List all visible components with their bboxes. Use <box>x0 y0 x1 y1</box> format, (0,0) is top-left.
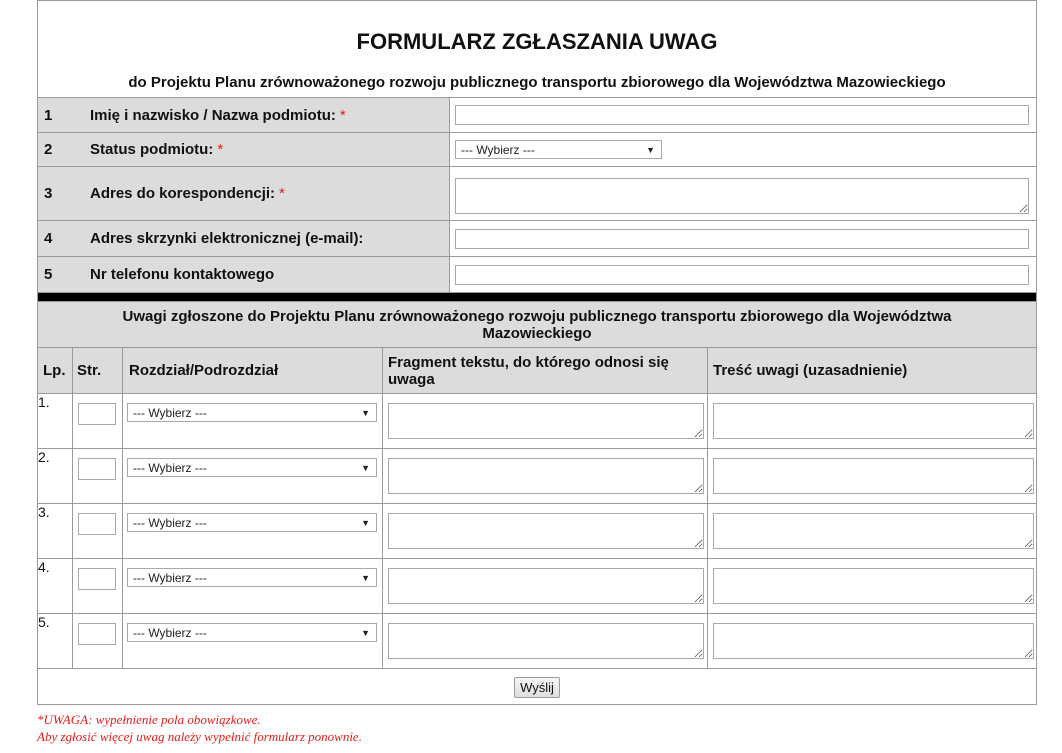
col-header-fragment-text: Fragment tekstu, do którego odnosi się uwaga <box>388 353 669 388</box>
content-textarea[interactable] <box>713 403 1034 439</box>
field-label-status <box>38 133 450 167</box>
col-header-content: Treść uwagi (uzasadnienie) <box>708 348 1037 394</box>
field-label-text: Status podmiotu: <box>90 141 214 158</box>
chapter-select[interactable] <box>127 623 377 642</box>
row-number: 1. <box>38 394 73 449</box>
comments-section-title: Uwagi zgłoszone do Projektu Planu zrównoważonego rozwoju publicznego transportu zbiorowego dla Województwa Mazowieckiego <box>122 307 952 342</box>
dropdown-arrow-icon: ▼ <box>361 517 370 528</box>
page-title: FORMULARZ ZGŁASZANIA UWAG <box>356 29 718 54</box>
table-row <box>38 504 1037 559</box>
fragment-textarea[interactable] <box>388 403 704 439</box>
table-row <box>38 449 1037 504</box>
field-label-text: Adres skrzynki elektronicznej (e-mail): <box>90 230 364 247</box>
chapter-select[interactable] <box>127 568 377 587</box>
field-number: 5 <box>44 266 53 283</box>
section-divider <box>38 293 1037 302</box>
dropdown-arrow-icon: ▼ <box>361 572 370 583</box>
field-label-text: Nr telefonu kontaktowego <box>90 266 275 283</box>
field-label-phone <box>38 257 450 293</box>
table-row <box>38 394 1037 449</box>
field-label-email <box>38 221 450 257</box>
address-textarea[interactable] <box>455 178 1029 214</box>
content-textarea[interactable] <box>713 513 1034 549</box>
comment-form <box>37 0 1036 705</box>
dropdown-arrow-icon: ▼ <box>361 407 370 418</box>
required-marker: * <box>339 106 346 124</box>
fragment-textarea[interactable] <box>388 458 704 494</box>
select-value: --- Wybierz --- <box>133 515 207 530</box>
select-value: --- Wybierz --- <box>133 460 207 475</box>
required-marker: * <box>217 141 224 158</box>
chapter-select[interactable] <box>127 513 377 532</box>
field-label-text: Imię i nazwisko / Nazwa podmiotu: <box>90 106 336 124</box>
row-number: 5. <box>38 614 73 669</box>
field-label-address <box>38 167 450 221</box>
field-label-text: Adres do korespondencji: <box>90 185 276 202</box>
row-number: 2. <box>38 449 73 504</box>
select-value: --- Wybierz --- <box>133 570 207 585</box>
field-number: 3 <box>44 185 53 202</box>
page-subtitle: do Projektu Planu zrównoważonego rozwoju publicznego transportu zbiorowego dla Województwa Mazowieckiego <box>128 74 946 91</box>
table-row <box>38 614 1037 669</box>
content-textarea[interactable] <box>713 568 1034 604</box>
phone-input[interactable] <box>455 265 1029 285</box>
page-input[interactable] <box>78 513 116 535</box>
form-notes <box>37 711 362 745</box>
more-comments-note: Aby zgłosić więcej uwag należy wypełnić formularz ponownie. <box>37 729 362 744</box>
table-row <box>38 559 1037 614</box>
required-note: *UWAGA: wypełnienie pola obowiązkowe. <box>37 712 261 727</box>
row-number: 4. <box>38 559 73 614</box>
dropdown-arrow-icon: ▼ <box>646 144 655 155</box>
content-textarea[interactable] <box>713 458 1034 494</box>
col-header-chapter: Rozdział/Podrozdział <box>123 348 383 394</box>
page-input[interactable] <box>78 623 116 645</box>
dropdown-arrow-icon: ▼ <box>361 462 370 473</box>
chapter-select[interactable] <box>127 403 377 422</box>
col-header-str: Str. <box>73 348 123 394</box>
form-header <box>38 1 1037 98</box>
select-value: --- Wybierz --- <box>461 142 535 157</box>
status-select[interactable] <box>455 140 662 159</box>
col-header-fragment <box>383 348 708 394</box>
select-value: --- Wybierz --- <box>133 625 207 640</box>
fragment-textarea[interactable] <box>388 513 704 549</box>
page-input[interactable] <box>78 458 116 480</box>
field-number: 1 <box>44 106 53 124</box>
fragment-textarea[interactable] <box>388 623 704 659</box>
submit-button[interactable]: Wyślij <box>514 677 560 698</box>
email-input[interactable] <box>455 229 1029 249</box>
required-marker: * <box>279 185 285 202</box>
field-number: 2 <box>44 141 53 158</box>
chapter-select[interactable] <box>127 458 377 477</box>
name-input[interactable] <box>455 105 1029 125</box>
page-input[interactable] <box>78 568 116 590</box>
select-value: --- Wybierz --- <box>133 405 207 420</box>
col-header-lp: Lp. <box>38 348 73 394</box>
dropdown-arrow-icon: ▼ <box>361 627 370 638</box>
field-label-name <box>38 98 450 133</box>
content-textarea[interactable] <box>713 623 1034 659</box>
field-number: 4 <box>44 230 53 247</box>
form-table <box>37 0 1037 705</box>
page-input[interactable] <box>78 403 116 425</box>
fragment-textarea[interactable] <box>388 568 704 604</box>
row-number: 3. <box>38 504 73 559</box>
